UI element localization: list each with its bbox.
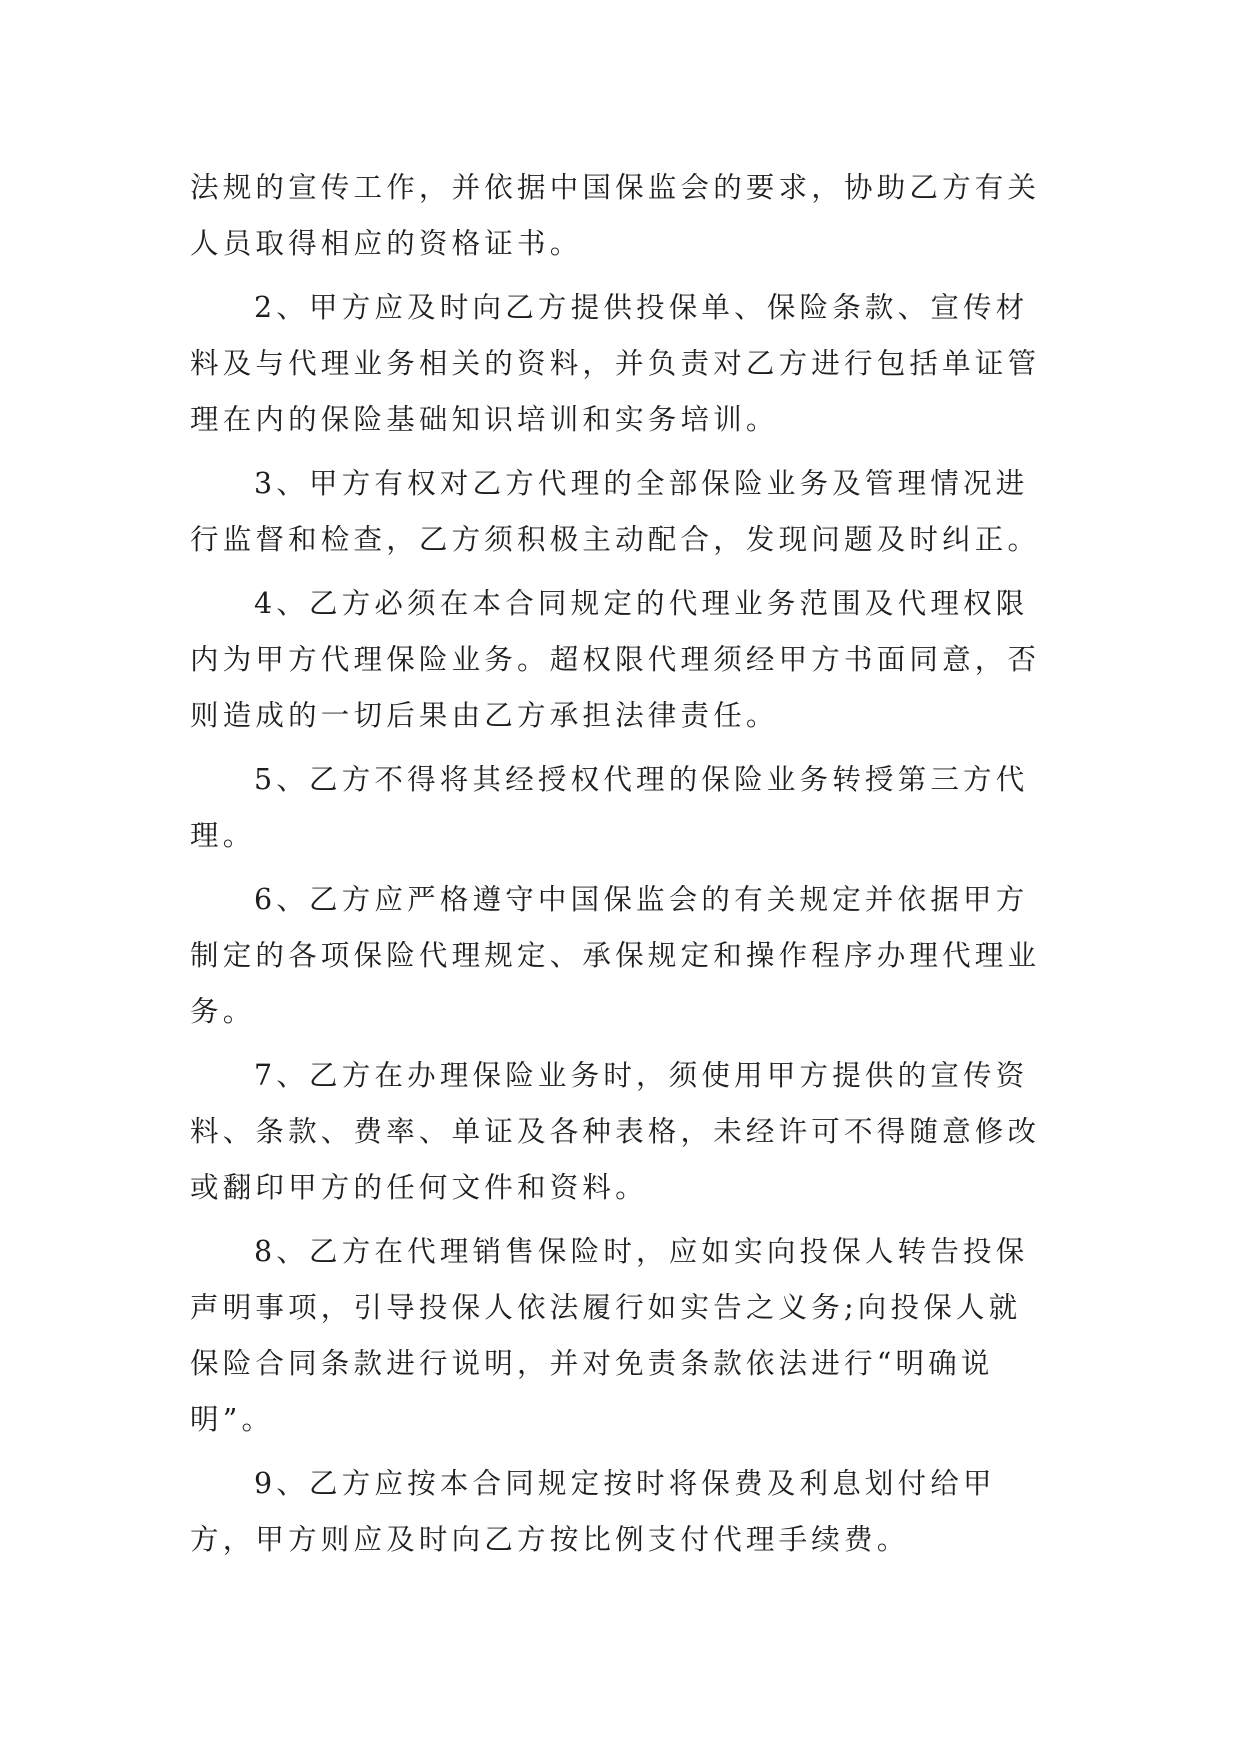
paragraph-clause-5: 5、乙方不得将其经授权代理的保险业务转授第三方代理。: [190, 763, 1029, 852]
paragraph-continuation: 法规的宣传工作，并依据中国保监会的要求，协助乙方有关人员取得相应的资格证书。: [190, 171, 1041, 260]
document-body: [190, 160, 1050, 1576]
paragraph-clause-2: 2、甲方应及时向乙方提供投保单、保险条款、宣传材料及与代理业务相关的资料，并负责对乙方进行包括单证管理在内的保险基础知识培训和实务培训。: [190, 291, 1041, 436]
paragraph-clause-4: 4、乙方必须在本合同规定的代理业务范围及代理权限内为甲方代理保险业务。超权限代理须经甲方书面同意，否则造成的一切后果由乙方承担法律责任。: [190, 587, 1041, 732]
paragraph-clause-7: 7、乙方在办理保险业务时，须使用甲方提供的宣传资料、条款、费率、单证及各种表格，未经许可不得随意修改或翻印甲方的任何文件和资料。: [190, 1059, 1041, 1204]
paragraph-clause-8: 8、乙方在代理销售保险时，应如实向投保人转告投保声明事项，引导投保人依法履行如实告之义务;向投保人就保险合同条款进行说明，并对免责条款依法进行“明确说明”。: [190, 1235, 1029, 1436]
paragraph-clause-6: 6、乙方应严格遵守中国保监会的有关规定并依据甲方制定的各项保险代理规定、承保规定和操作程序办理代理业务。: [190, 883, 1041, 1028]
paragraph-clause-9: 9、乙方应按本合同规定按时将保费及利息划付给甲方，甲方则应及时向乙方按比例支付代理手续费。: [190, 1467, 996, 1556]
paragraph-clause-3: 3、甲方有权对乙方代理的全部保险业务及管理情况进行监督和检查，乙方须积极主动配合，发现问题及时纠正。: [190, 467, 1041, 556]
